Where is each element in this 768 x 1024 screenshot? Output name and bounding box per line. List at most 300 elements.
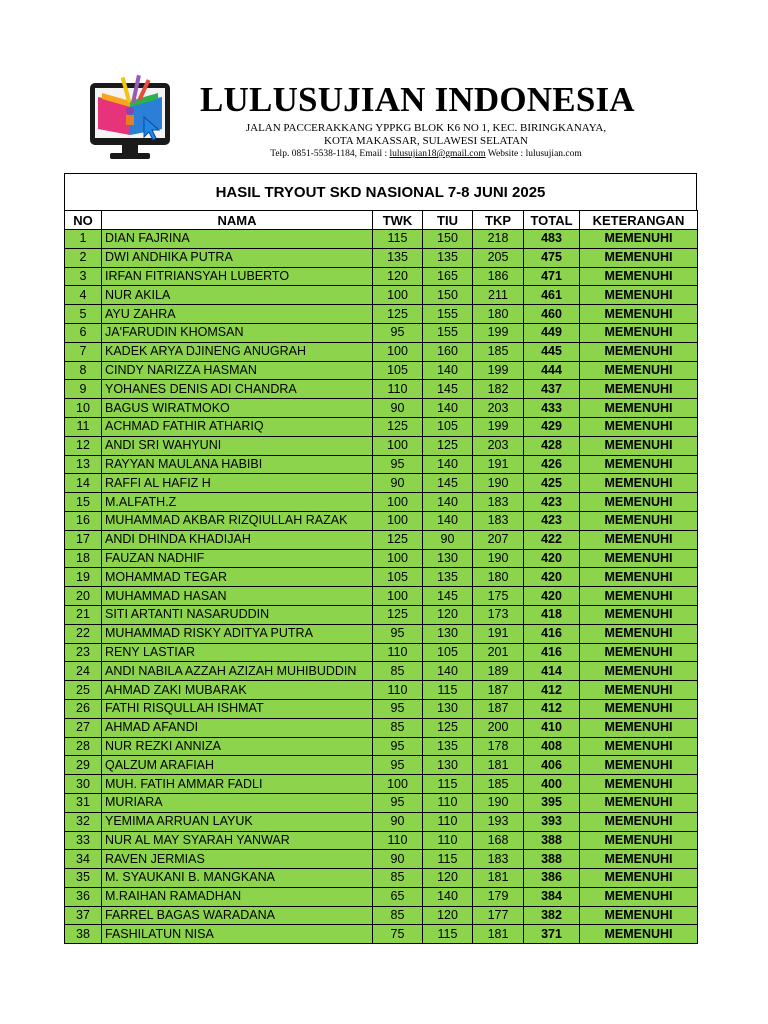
cell-nama: YOHANES DENIS ADI CHANDRA	[102, 380, 373, 399]
table-row	[65, 850, 698, 869]
cell-total: 386	[524, 869, 580, 888]
cell-total: 412	[524, 681, 580, 700]
cell-twk: 110	[373, 643, 423, 662]
cell-twk: 100	[373, 511, 423, 530]
cell-keterangan: MEMENUHI	[580, 361, 698, 380]
cell-keterangan: MEMENUHI	[580, 342, 698, 361]
cell-tkp: 203	[473, 436, 524, 455]
cell-total: 395	[524, 793, 580, 812]
table-row	[65, 662, 698, 681]
cell-twk: 95	[373, 699, 423, 718]
cell-nama: FAUZAN NADHIF	[102, 549, 373, 568]
cell-twk: 125	[373, 530, 423, 549]
cell-keterangan: MEMENUHI	[580, 248, 698, 267]
cell-tiu: 110	[423, 831, 473, 850]
table-body	[65, 230, 698, 944]
cell-keterangan: MEMENUHI	[580, 906, 698, 925]
computer-book-logo-icon	[88, 73, 174, 165]
table-row	[65, 869, 698, 888]
cell-total: 471	[524, 267, 580, 286]
address-line-1: JALAN PACCERAKKANG YPPKG BLOK K6 NO 1, KEC. BIRINGKANAYA,	[245, 122, 607, 134]
cell-total: 371	[524, 925, 580, 944]
cell-twk: 110	[373, 380, 423, 399]
cell-nama: FASHILATUN NISA	[102, 925, 373, 944]
cell-tkp: 182	[473, 380, 524, 399]
cell-tkp: 186	[473, 267, 524, 286]
table-row	[65, 887, 698, 906]
cell-tkp: 199	[473, 323, 524, 342]
cell-no: 15	[65, 493, 102, 512]
cell-tkp: 199	[473, 361, 524, 380]
cell-tiu: 165	[423, 267, 473, 286]
cell-nama: MUHAMMAD RISKY ADITYA PUTRA	[102, 624, 373, 643]
cell-keterangan: MEMENUHI	[580, 230, 698, 249]
table-row	[65, 831, 698, 850]
cell-no: 34	[65, 850, 102, 869]
cell-twk: 120	[373, 267, 423, 286]
cell-tiu: 140	[423, 455, 473, 474]
table-row	[65, 286, 698, 305]
cell-no: 33	[65, 831, 102, 850]
cell-tkp: 211	[473, 286, 524, 305]
cell-keterangan: MEMENUHI	[580, 323, 698, 342]
cell-twk: 95	[373, 793, 423, 812]
table-row	[65, 812, 698, 831]
cell-total: 437	[524, 380, 580, 399]
cell-twk: 85	[373, 906, 423, 925]
cell-tkp: 168	[473, 831, 524, 850]
cell-tkp: 191	[473, 624, 524, 643]
cell-total: 416	[524, 624, 580, 643]
table-row	[65, 267, 698, 286]
cell-nama: KADEK ARYA DJINENG ANUGRAH	[102, 342, 373, 361]
cell-twk: 100	[373, 286, 423, 305]
cell-twk: 100	[373, 549, 423, 568]
cell-keterangan: MEMENUHI	[580, 681, 698, 700]
cell-tiu: 120	[423, 869, 473, 888]
cell-keterangan: MEMENUHI	[580, 305, 698, 324]
organization-title: LULUSUJIAN INDONESIA	[200, 80, 635, 119]
cell-twk: 85	[373, 718, 423, 737]
cell-no: 38	[65, 925, 102, 944]
table-row	[65, 737, 698, 756]
cell-no: 27	[65, 718, 102, 737]
cell-total: 428	[524, 436, 580, 455]
cell-no: 35	[65, 869, 102, 888]
cell-tiu: 140	[423, 399, 473, 418]
cell-tiu: 150	[423, 286, 473, 305]
cell-nama: ANDI NABILA AZZAH AZIZAH MUHIBUDDIN	[102, 662, 373, 681]
cell-tkp: 181	[473, 925, 524, 944]
cell-no: 6	[65, 323, 102, 342]
address-line-2: KOTA MAKASSAR, SULAWESI SELATAN	[324, 135, 528, 147]
cell-twk: 85	[373, 662, 423, 681]
cell-total: 420	[524, 568, 580, 587]
cell-tiu: 145	[423, 587, 473, 606]
cell-twk: 90	[373, 474, 423, 493]
cell-tiu: 130	[423, 624, 473, 643]
cell-tiu: 120	[423, 605, 473, 624]
cell-keterangan: MEMENUHI	[580, 643, 698, 662]
cell-tkp: 218	[473, 230, 524, 249]
email-link[interactable]: lulusujian18@gmail.com	[389, 149, 486, 159]
cell-tkp: 189	[473, 662, 524, 681]
cell-tkp: 190	[473, 549, 524, 568]
cell-total: 425	[524, 474, 580, 493]
cell-keterangan: MEMENUHI	[580, 775, 698, 794]
cell-tkp: 205	[473, 248, 524, 267]
cell-keterangan: MEMENUHI	[580, 718, 698, 737]
cell-keterangan: MEMENUHI	[580, 869, 698, 888]
cell-nama: AHMAD ZAKI MUBARAK	[102, 681, 373, 700]
cell-no: 9	[65, 380, 102, 399]
table-row	[65, 230, 698, 249]
cell-no: 7	[65, 342, 102, 361]
cell-tiu: 140	[423, 887, 473, 906]
cell-tkp: 203	[473, 399, 524, 418]
cell-tiu: 105	[423, 643, 473, 662]
cell-keterangan: MEMENUHI	[580, 286, 698, 305]
cell-tiu: 145	[423, 474, 473, 493]
cell-nama: ANDI DHINDA KHADIJAH	[102, 530, 373, 549]
cell-total: 418	[524, 605, 580, 624]
cell-no: 30	[65, 775, 102, 794]
cell-nama: JA'FARUDIN KHOMSAN	[102, 323, 373, 342]
cell-tkp: 173	[473, 605, 524, 624]
cell-total: 420	[524, 549, 580, 568]
table-row	[65, 624, 698, 643]
cell-nama: RENY LASTIAR	[102, 643, 373, 662]
cell-tkp: 177	[473, 906, 524, 925]
cell-no: 14	[65, 474, 102, 493]
cell-keterangan: MEMENUHI	[580, 530, 698, 549]
cell-nama: RAFFI AL HAFIZ H	[102, 474, 373, 493]
cell-tkp: 175	[473, 587, 524, 606]
contact-line	[206, 148, 646, 160]
cell-nama: AYU ZAHRA	[102, 305, 373, 324]
cell-twk: 100	[373, 342, 423, 361]
cell-total: 422	[524, 530, 580, 549]
cell-nama: SITI ARTANTI NASARUDDIN	[102, 605, 373, 624]
table-row	[65, 380, 698, 399]
table-row	[65, 399, 698, 418]
cell-total: 444	[524, 361, 580, 380]
cell-no: 12	[65, 436, 102, 455]
cell-nama: IRFAN FITRIANSYAH LUBERTO	[102, 267, 373, 286]
column-header-no: NO	[65, 211, 102, 230]
cell-no: 8	[65, 361, 102, 380]
table-row	[65, 436, 698, 455]
table-row	[65, 699, 698, 718]
cell-no: 1	[65, 230, 102, 249]
cell-twk: 95	[373, 455, 423, 474]
cell-tiu: 140	[423, 662, 473, 681]
table-row	[65, 681, 698, 700]
cell-nama: QALZUM ARAFIAH	[102, 756, 373, 775]
cell-tkp: 181	[473, 869, 524, 888]
cell-twk: 100	[373, 493, 423, 512]
cell-twk: 110	[373, 831, 423, 850]
cell-nama: NUR REZKI ANNIZA	[102, 737, 373, 756]
cell-keterangan: MEMENUHI	[580, 925, 698, 944]
cell-total: 388	[524, 831, 580, 850]
cell-tiu: 105	[423, 417, 473, 436]
cell-total: 388	[524, 850, 580, 869]
cell-total: 449	[524, 323, 580, 342]
cell-tkp: 201	[473, 643, 524, 662]
table-header-row	[65, 211, 698, 230]
cell-no: 26	[65, 699, 102, 718]
cell-twk: 90	[373, 850, 423, 869]
cell-nama: ACHMAD FATHIR ATHARIQ	[102, 417, 373, 436]
table-row	[65, 756, 698, 775]
cell-no: 10	[65, 399, 102, 418]
cell-no: 5	[65, 305, 102, 324]
cell-keterangan: MEMENUHI	[580, 568, 698, 587]
column-header-tiu: TIU	[423, 211, 473, 230]
cell-total: 382	[524, 906, 580, 925]
cell-tkp: 190	[473, 474, 524, 493]
cell-total: 429	[524, 417, 580, 436]
cell-tkp: 185	[473, 775, 524, 794]
table-row	[65, 530, 698, 549]
cell-keterangan: MEMENUHI	[580, 605, 698, 624]
cell-twk: 105	[373, 361, 423, 380]
results-table-container	[64, 173, 697, 944]
cell-total: 423	[524, 493, 580, 512]
cell-total: 445	[524, 342, 580, 361]
cell-twk: 125	[373, 417, 423, 436]
cell-tkp: 183	[473, 850, 524, 869]
website-text: Website : lulusujian.com	[485, 149, 582, 159]
cell-twk: 110	[373, 681, 423, 700]
cell-nama: MUHAMMAD AKBAR RIZQIULLAH RAZAK	[102, 511, 373, 530]
table-row	[65, 906, 698, 925]
cell-keterangan: MEMENUHI	[580, 850, 698, 869]
column-header-tkp: TKP	[473, 211, 524, 230]
cell-total: 408	[524, 737, 580, 756]
cell-twk: 100	[373, 436, 423, 455]
cell-tkp: 193	[473, 812, 524, 831]
cell-total: 416	[524, 643, 580, 662]
table-row	[65, 361, 698, 380]
cell-nama: MUH. FATIH AMMAR FADLI	[102, 775, 373, 794]
cell-total: 384	[524, 887, 580, 906]
cell-no: 29	[65, 756, 102, 775]
cell-tiu: 160	[423, 342, 473, 361]
table-row	[65, 417, 698, 436]
cell-twk: 95	[373, 323, 423, 342]
cell-twk: 105	[373, 568, 423, 587]
cell-tiu: 125	[423, 436, 473, 455]
cell-twk: 90	[373, 399, 423, 418]
cell-no: 36	[65, 887, 102, 906]
cell-tiu: 115	[423, 681, 473, 700]
cell-keterangan: MEMENUHI	[580, 793, 698, 812]
cell-tiu: 120	[423, 906, 473, 925]
cell-no: 17	[65, 530, 102, 549]
cell-total: 426	[524, 455, 580, 474]
table-row	[65, 718, 698, 737]
cell-no: 11	[65, 417, 102, 436]
cell-keterangan: MEMENUHI	[580, 474, 698, 493]
cell-tkp: 207	[473, 530, 524, 549]
table-row	[65, 323, 698, 342]
cell-tkp: 180	[473, 305, 524, 324]
results-table	[64, 210, 698, 944]
cell-total: 406	[524, 756, 580, 775]
cell-twk: 100	[373, 587, 423, 606]
cell-keterangan: MEMENUHI	[580, 455, 698, 474]
cell-no: 19	[65, 568, 102, 587]
table-row	[65, 793, 698, 812]
column-header-total: TOTAL	[524, 211, 580, 230]
cell-nama: RAYYAN MAULANA HABIBI	[102, 455, 373, 474]
cell-no: 37	[65, 906, 102, 925]
cell-tiu: 110	[423, 812, 473, 831]
cell-tiu: 145	[423, 380, 473, 399]
cell-tkp: 181	[473, 756, 524, 775]
cell-nama: M. SYAUKANI B. MANGKANA	[102, 869, 373, 888]
table-row	[65, 925, 698, 944]
cell-nama: CINDY NARIZZA HASMAN	[102, 361, 373, 380]
cell-keterangan: MEMENUHI	[580, 417, 698, 436]
cell-tiu: 130	[423, 549, 473, 568]
cell-keterangan: MEMENUHI	[580, 587, 698, 606]
cell-no: 22	[65, 624, 102, 643]
cell-total: 400	[524, 775, 580, 794]
cell-twk: 95	[373, 737, 423, 756]
cell-no: 21	[65, 605, 102, 624]
cell-no: 24	[65, 662, 102, 681]
cell-keterangan: MEMENUHI	[580, 511, 698, 530]
cell-tkp: 200	[473, 718, 524, 737]
cell-tkp: 183	[473, 493, 524, 512]
cell-no: 4	[65, 286, 102, 305]
cell-tiu: 115	[423, 775, 473, 794]
table-title: HASIL TRYOUT SKD NASIONAL 7-8 JUNI 2025	[64, 173, 697, 210]
cell-tiu: 135	[423, 248, 473, 267]
cell-tiu: 115	[423, 850, 473, 869]
cell-nama: FARREL BAGAS WARADANA	[102, 906, 373, 925]
cell-keterangan: MEMENUHI	[580, 493, 698, 512]
cell-nama: MOHAMMAD TEGAR	[102, 568, 373, 587]
cell-tkp: 183	[473, 511, 524, 530]
cell-tkp: 187	[473, 681, 524, 700]
table-row	[65, 474, 698, 493]
column-header-keterangan: KETERANGAN	[580, 211, 698, 230]
cell-tiu: 140	[423, 493, 473, 512]
cell-twk: 125	[373, 305, 423, 324]
cell-twk: 115	[373, 230, 423, 249]
cell-tiu: 155	[423, 323, 473, 342]
cell-tiu: 110	[423, 793, 473, 812]
cell-no: 31	[65, 793, 102, 812]
table-row	[65, 305, 698, 324]
cell-keterangan: MEMENUHI	[580, 624, 698, 643]
cell-nama: BAGUS WIRATMOKO	[102, 399, 373, 418]
cell-no: 3	[65, 267, 102, 286]
cell-total: 410	[524, 718, 580, 737]
cell-nama: AHMAD AFANDI	[102, 718, 373, 737]
cell-tkp: 190	[473, 793, 524, 812]
cell-tkp: 180	[473, 568, 524, 587]
cell-no: 13	[65, 455, 102, 474]
cell-tiu: 135	[423, 737, 473, 756]
cell-no: 25	[65, 681, 102, 700]
cell-tiu: 140	[423, 361, 473, 380]
cell-twk: 85	[373, 869, 423, 888]
cell-keterangan: MEMENUHI	[580, 831, 698, 850]
cell-total: 412	[524, 699, 580, 718]
cell-no: 32	[65, 812, 102, 831]
cell-tkp: 185	[473, 342, 524, 361]
cell-nama: FATHI RISQULLAH ISHMAT	[102, 699, 373, 718]
cell-twk: 135	[373, 248, 423, 267]
cell-keterangan: MEMENUHI	[580, 812, 698, 831]
cell-nama: DWI ANDHIKA PUTRA	[102, 248, 373, 267]
cell-tkp: 191	[473, 455, 524, 474]
cell-nama: RAVEN JERMIAS	[102, 850, 373, 869]
cell-no: 16	[65, 511, 102, 530]
table-row	[65, 605, 698, 624]
cell-twk: 65	[373, 887, 423, 906]
table-row	[65, 775, 698, 794]
cell-keterangan: MEMENUHI	[580, 737, 698, 756]
cell-tkp: 187	[473, 699, 524, 718]
table-row	[65, 511, 698, 530]
cell-total: 414	[524, 662, 580, 681]
column-header-nama: NAMA	[102, 211, 373, 230]
cell-keterangan: MEMENUHI	[580, 756, 698, 775]
cell-total: 475	[524, 248, 580, 267]
cell-twk: 75	[373, 925, 423, 944]
cell-nama: MURIARA	[102, 793, 373, 812]
cell-tiu: 140	[423, 511, 473, 530]
table-row	[65, 248, 698, 267]
cell-tiu: 135	[423, 568, 473, 587]
cell-no: 23	[65, 643, 102, 662]
cell-keterangan: MEMENUHI	[580, 549, 698, 568]
cell-keterangan: MEMENUHI	[580, 436, 698, 455]
contact-prefix: Telp. 0851-5538-1184, Email :	[270, 149, 390, 159]
cell-keterangan: MEMENUHI	[580, 267, 698, 286]
cell-total: 423	[524, 511, 580, 530]
cell-twk: 95	[373, 756, 423, 775]
cell-keterangan: MEMENUHI	[580, 662, 698, 681]
cell-no: 2	[65, 248, 102, 267]
table-row	[65, 493, 698, 512]
table-row	[65, 568, 698, 587]
cell-nama: ANDI SRI WAHYUNI	[102, 436, 373, 455]
cell-twk: 95	[373, 624, 423, 643]
cell-total: 483	[524, 230, 580, 249]
cell-total: 460	[524, 305, 580, 324]
cell-nama: DIAN FAJRINA	[102, 230, 373, 249]
cell-tkp: 199	[473, 417, 524, 436]
cell-twk: 125	[373, 605, 423, 624]
cell-tiu: 150	[423, 230, 473, 249]
cell-nama: MUHAMMAD HASAN	[102, 587, 373, 606]
cell-tiu: 155	[423, 305, 473, 324]
column-header-twk: TWK	[373, 211, 423, 230]
table-row	[65, 587, 698, 606]
cell-keterangan: MEMENUHI	[580, 699, 698, 718]
cell-no: 20	[65, 587, 102, 606]
cell-keterangan: MEMENUHI	[580, 380, 698, 399]
table-row	[65, 455, 698, 474]
cell-tiu: 125	[423, 718, 473, 737]
